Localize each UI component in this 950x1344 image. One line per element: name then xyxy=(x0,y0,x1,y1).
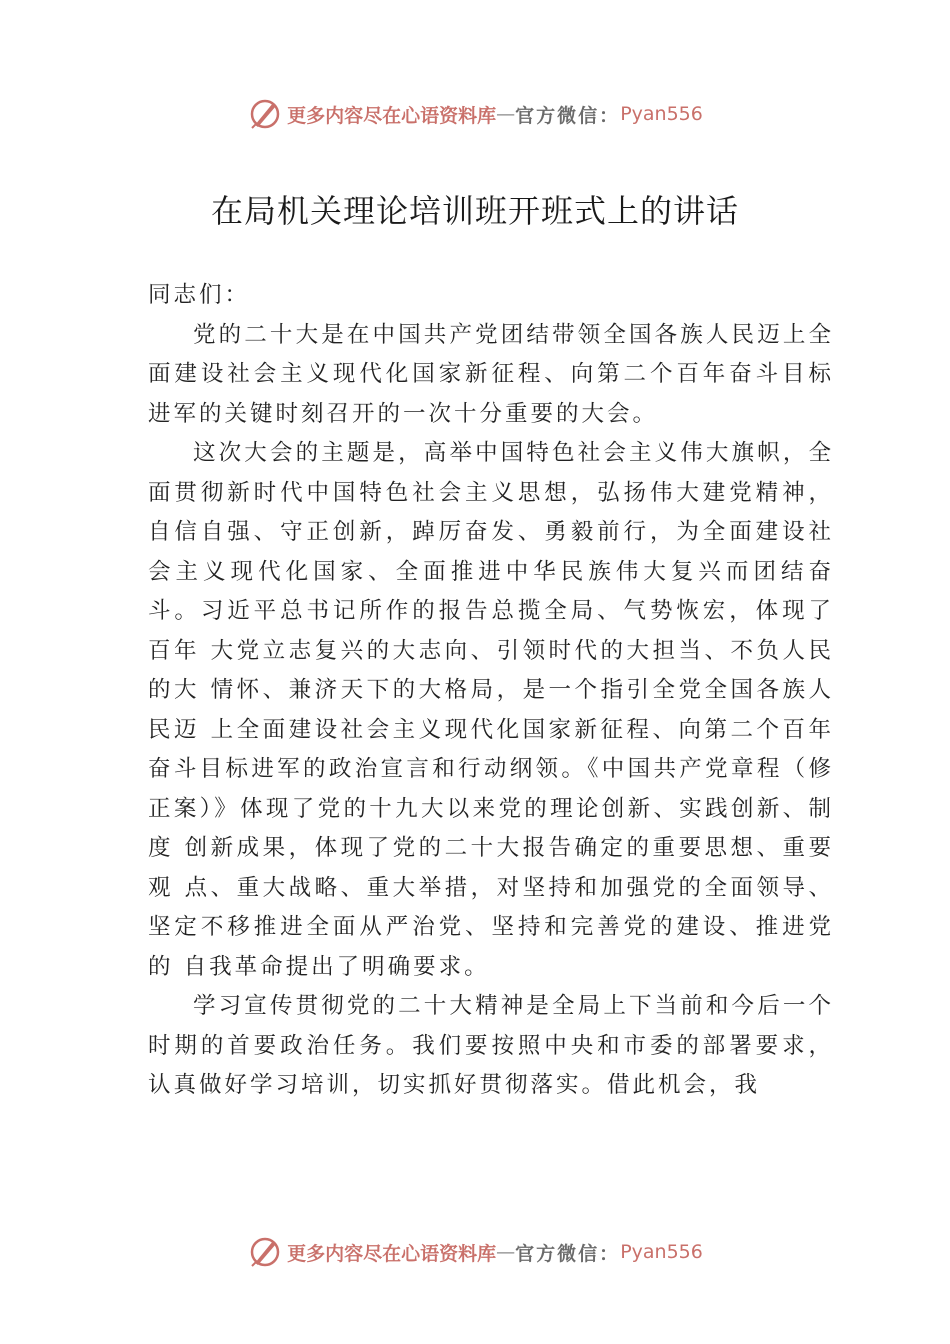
quill-pen-icon xyxy=(247,1234,283,1270)
header-watermark xyxy=(0,94,950,134)
paragraph-1: 党的二十大是在中国共产党团结带领全国各族人民迈上全面建设社会主义现代化国家新征程、向第二个百年奋斗目标进军的关键时刻召开的一次十分重要的大会。 xyxy=(148,321,834,427)
watermark-site-text: 更多内容尽在心语资料库 xyxy=(287,104,497,127)
document-body xyxy=(148,276,834,1106)
paragraph-3: 学习宣传贯彻党的二十大精神是全局上下当前和今后一个时期的首要政治任务。我们要按照中央和市委的部署要求，认真做好学习培训，切实抓好贯彻落实。借此机会，我 xyxy=(148,993,834,1098)
watermark-site-text: 更多内容尽在心语资料库 xyxy=(287,1242,497,1265)
quill-pen-icon xyxy=(247,96,283,132)
watermark-id: Pyan556 xyxy=(620,1241,703,1263)
document-title: 在局机关理论培训班开班式上的讲话 xyxy=(210,192,739,230)
watermark-separator: — xyxy=(496,103,516,125)
greeting: 同志们： xyxy=(148,282,251,308)
watermark-id: Pyan556 xyxy=(620,103,703,125)
paragraph-2: 这次大会的主题是，高举中国特色社会主义伟大旗帜，全面贯彻新时代中国特色社会主义思想，弘扬伟大建党精神，自信自强、守正创新，踔厉奋发、勇毅前行，为全面建设社会主义现代化国家、全面推进中华民族伟大复兴而团结奋斗。习近平总书记所作的报告总揽全局、气势恢宏，体现了百年 大党立志复兴的大志向、引领时代的大担当、不负人民的大 情怀、兼济天下的大格局，是一个指引全党全国各族人民迈 上全面建设社会主义现代化国家新征程、向第二个百年奋斗目标进军的政治宣言和行动纲领。《中国共产党章程（修正案）》体现了党的十九大以来党的理论创新、实践创新、制度 创新成果，体现了党的二十大报告确定的重要思想、重要观 点、重大战略、重大举措，对坚持和加强党的全面领导、坚定不移推进全面从严治党、坚持和完善党的建设、推进党的 自我革命提出了明确要求。 xyxy=(148,440,834,980)
watermark-label: 官方微信： xyxy=(515,104,621,127)
footer-watermark xyxy=(0,1232,950,1272)
watermark-separator: — xyxy=(496,1241,516,1263)
watermark-label: 官方微信： xyxy=(515,1242,621,1265)
